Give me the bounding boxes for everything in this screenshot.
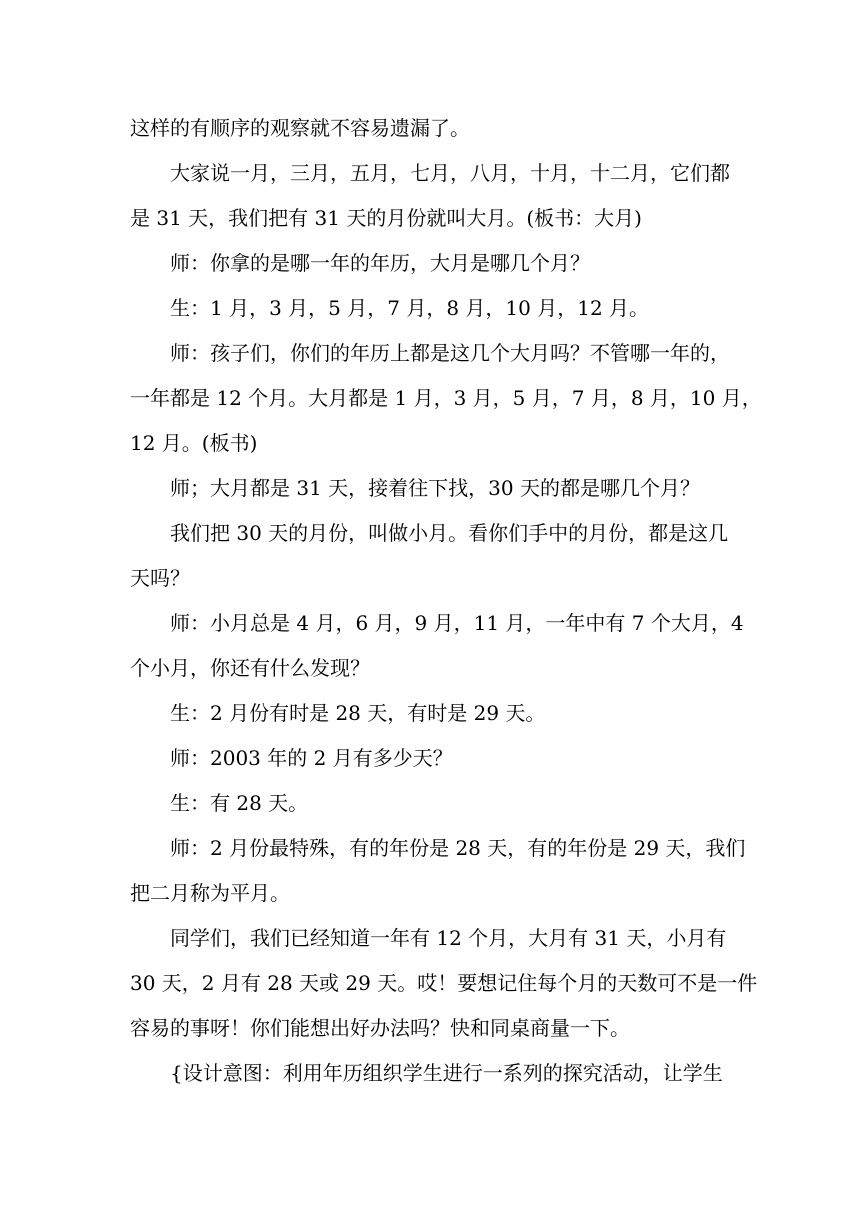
text-line: 师：孩子们，你们的年历上都是这几个大月吗？不管哪一年的， bbox=[170, 341, 730, 365]
text-line: 30 天，2 月有 28 天或 29 天。哎！要想记住每个月的天数可不是一件 bbox=[130, 971, 758, 995]
text-line: 12 月。(板书) bbox=[130, 431, 258, 455]
body-text bbox=[130, 106, 762, 1096]
text-line: 师：2003 年的 2 月有多少天？ bbox=[170, 746, 453, 770]
text-line: 师：2 月份最特殊，有的年份是 28 天，有的年份是 29 天，我们 bbox=[170, 836, 746, 860]
text-line: 生：2 月份有时是 28 天，有时是 29 天。 bbox=[170, 701, 546, 725]
text-line: 生：1 月，3 月，5 月，7 月，8 月，10 月，12 月。 bbox=[170, 296, 650, 320]
text-line: 我们把 30 天的月份，叫做小月。看你们手中的月份，都是这几 bbox=[170, 521, 729, 545]
text-line: 一年都是 12 个月。大月都是 1 月，3 月，5 月，7 月，8 月，10 月， bbox=[130, 386, 762, 410]
text-line: 把二月称为平月。 bbox=[130, 881, 290, 905]
text-line: 大家说一月，三月，五月，七月，八月，十月，十二月，它们都 bbox=[170, 161, 730, 185]
text-line: {设计意图：利用年历组织学生进行一系列的探究活动，让学生 bbox=[170, 1061, 723, 1085]
text-line: 同学们，我们已经知道一年有 12 个月，大月有 31 天，小月有 bbox=[170, 926, 727, 950]
text-line: 是 31 天，我们把有 31 天的月份就叫大月。(板书：大月) bbox=[130, 206, 642, 230]
text-line: 这样的有顺序的观察就不容易遗漏了。 bbox=[130, 116, 470, 140]
text-line: 生：有 28 天。 bbox=[170, 791, 309, 815]
text-line: 天吗？ bbox=[130, 566, 190, 590]
text-line: 师；大月都是 31 天，接着往下找，30 天的都是哪几个月？ bbox=[170, 476, 700, 500]
text-line: 师：你拿的是哪一年的年历，大月是哪几个月？ bbox=[170, 251, 590, 275]
text-line: 师：小月总是 4 月，6 月，9 月，11 月，一年中有 7 个大月，4 bbox=[170, 611, 744, 635]
text-line: 个小月，你还有什么发现？ bbox=[130, 656, 370, 680]
text-line: 容易的事呀！你们能想出好办法吗？快和同桌商量一下。 bbox=[130, 1016, 630, 1040]
